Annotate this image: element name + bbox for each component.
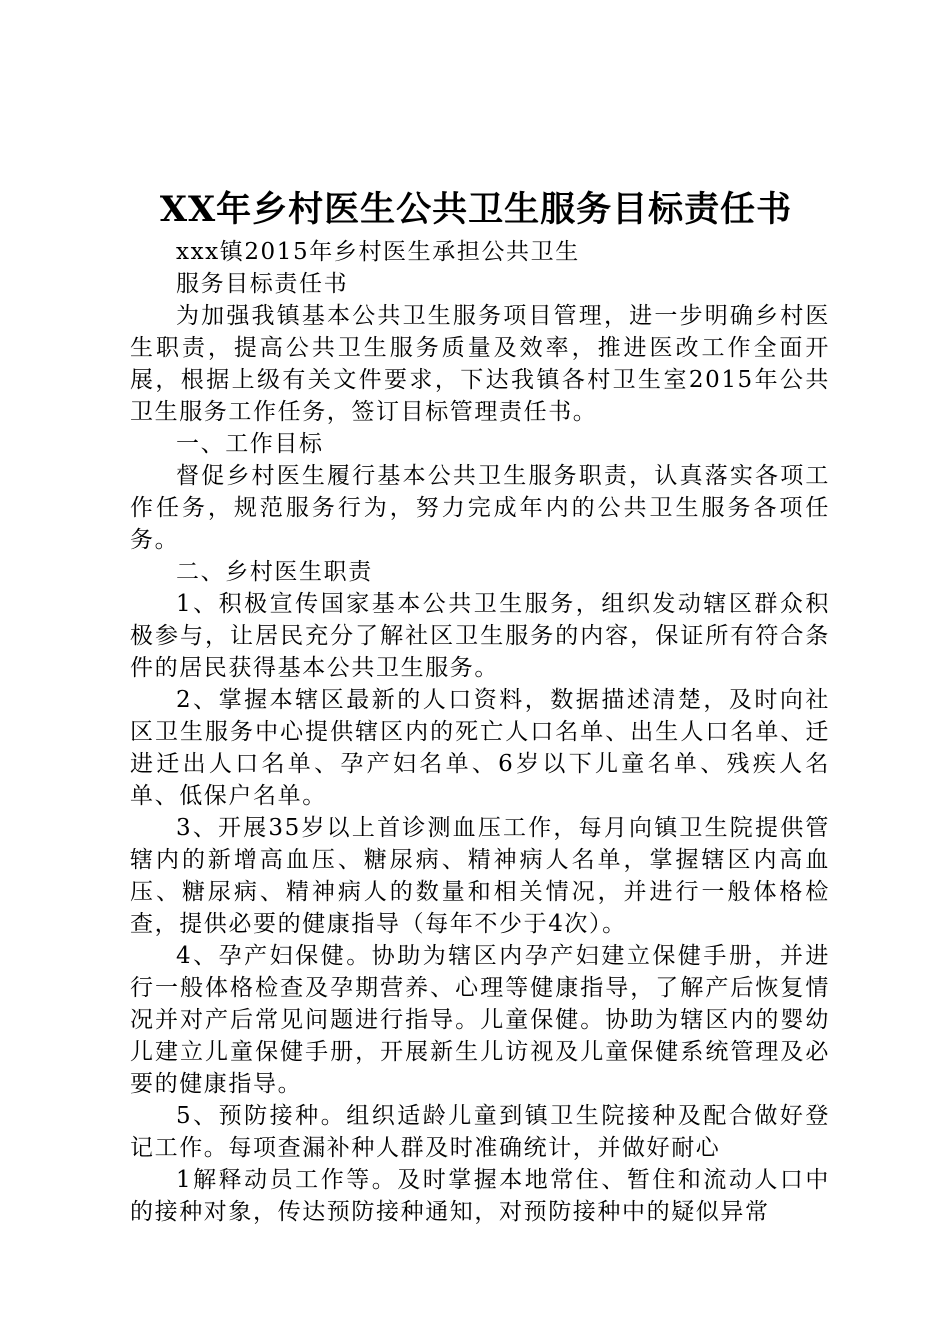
section-heading-duties: 二、乡村医生职责 <box>176 559 373 585</box>
document-page <box>130 188 830 1228</box>
document-title: XX年乡村医生公共卫生服务目标责任书 <box>159 189 793 230</box>
goals-paragraph: 督促乡村医生履行基本公共卫生服务职责，认真落实各项工作任务，规范服务行为，努力完成年内的公共卫生服务各项任务。 <box>130 463 830 553</box>
duty-item-5: 5、预防接种。组织适龄儿童到镇卫生院接种及配合做好登记工作。每项查漏补种人群及时准确统计，并做好耐心 <box>130 1103 830 1161</box>
section-heading-goals: 一、工作目标 <box>176 431 324 457</box>
intro-paragraph: 为加强我镇基本公共卫生服务项目管理，进一步明确乡村医生职责，提高公共卫生服务质量及效率，推进医改工作全面开展，根据上级有关文件要求，下达我镇各村卫生室2015年公共卫生服务工作任务，签订目标管理责任书。 <box>130 303 830 425</box>
duty-item-3: 3、开展35岁以上首诊测血压工作，每月向镇卫生院提供管辖内的新增高血压、糖尿病、精神病人名单，掌握辖区内高血压、糖尿病、精神病人的数量和相关情况，并进行一般体格检查，提供必要的健康指导（每年不少于4次）。 <box>130 815 830 937</box>
duty-item-5-continued: 1解释动员工作等。及时掌握本地常住、暂住和流动人口中的接种对象，传达预防接种通知，对预防接种中的疑似异常 <box>130 1167 830 1225</box>
duty-item-1: 1、积极宣传国家基本公共卫生服务，组织发动辖区群众积极参与，让居民充分了解社区卫生服务的内容，保证所有符合条件的居民获得基本公共卫生服务。 <box>130 591 830 681</box>
subtitle-line-1: xxx镇2015年乡村医生承担公共卫生 <box>176 239 580 265</box>
subtitle-line-2: 服务目标责任书 <box>176 271 349 297</box>
duty-item-4: 4、孕产妇保健。协助为辖区内孕产妇建立保健手册，并进行一般体格检查及孕期营养、心理等健康指导，了解产后恢复情况并对产后常见问题进行指导。儿童保健。协助为辖区内的婴幼儿建立儿童保健手册，开展新生儿访视及儿童保健系统管理及必要的健康指导。 <box>130 943 830 1097</box>
duty-item-2: 2、掌握本辖区最新的人口资料，数据描述清楚，及时向社区卫生服务中心提供辖区内的死亡人口名单、出生人口名单、迁进迁出人口名单、孕产妇名单、6岁以下儿童名单、残疾人名单、低保户名单。 <box>130 687 830 809</box>
